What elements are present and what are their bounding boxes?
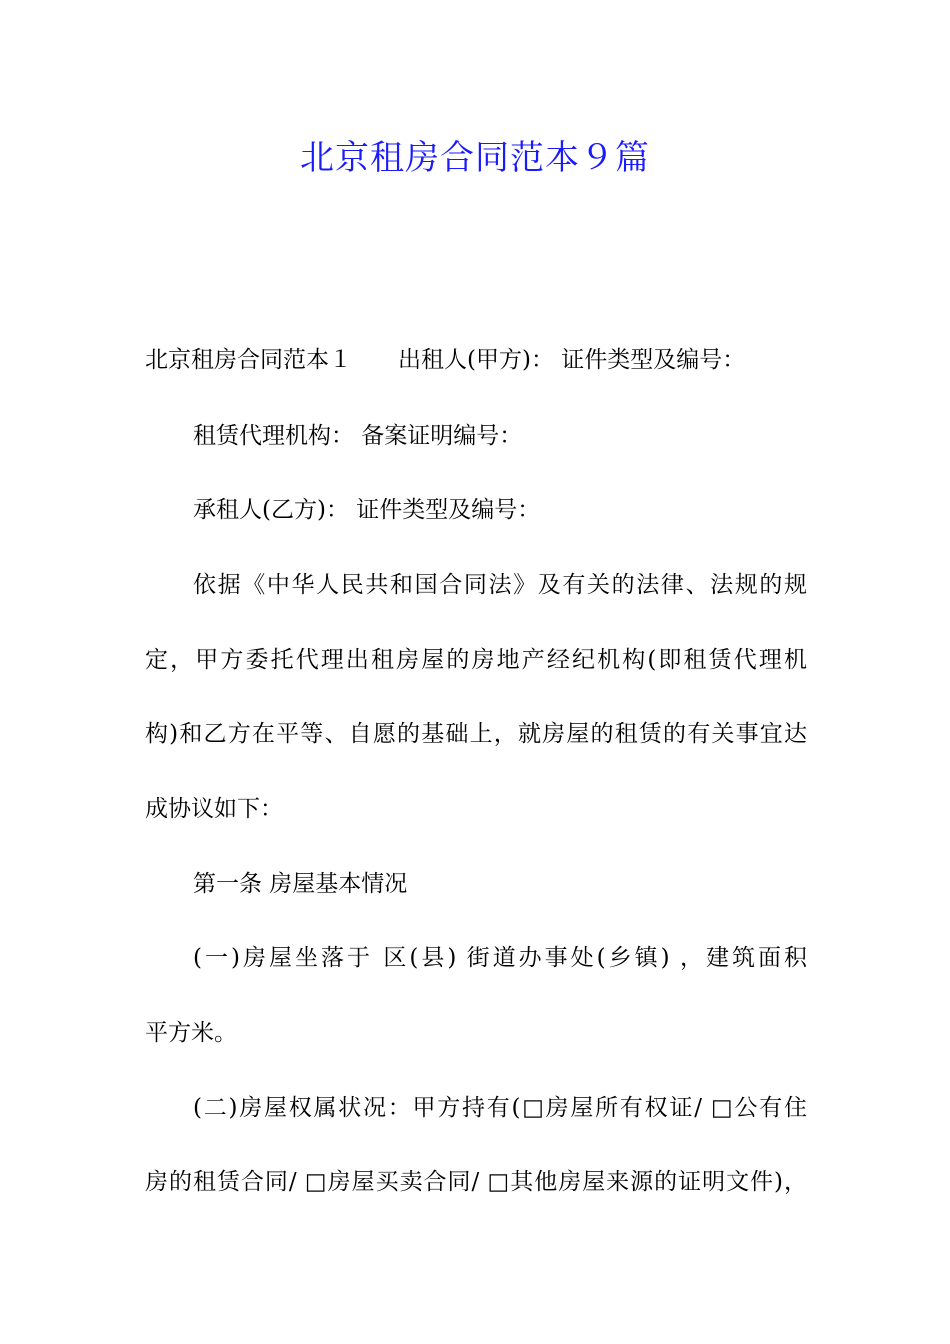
document-title: 北京租房合同范本９篇 [300, 138, 650, 178]
lessor-label: 出租人(甲方)： 证件类型及编号： [398, 347, 746, 373]
body-line-1: 依据《中华人民共和国合同法》及有关的法律、法规的规 [193, 572, 807, 598]
clause-2-line-2: 房的租赁合同/ □房屋买卖合同/ □其他房屋来源的证明文件)， [145, 1169, 807, 1195]
lessee-line: 承租人(乙方)： 证件类型及编号： [193, 497, 541, 523]
body-line-2: 定，甲方委托代理出租房屋的房地产经纪机构(即租赁代理机 [145, 647, 807, 673]
clause-1-line-2: 平方米。 [145, 1020, 237, 1046]
clause-2-line-1: (二)房屋权属状况：甲方持有(□房屋所有权证/ □公有住 [193, 1095, 807, 1121]
article-heading-1: 第一条 房屋基本情况 [193, 871, 408, 897]
agency-line: 租赁代理机构： 备案证明编号： [193, 423, 523, 449]
body-line-3: 构)和乙方在平等、自愿的基础上，就房屋的租赁的有关事宜达 [145, 721, 807, 747]
paragraph-line-1 [145, 345, 745, 375]
subtitle-sample-1: 北京租房合同范本１ [145, 347, 352, 373]
clause-1-line-1: (一)房屋坐落于 区(县) 街道办事处(乡镇) ，建筑面积 [193, 945, 807, 971]
body-line-4: 成协议如下： [145, 796, 283, 822]
